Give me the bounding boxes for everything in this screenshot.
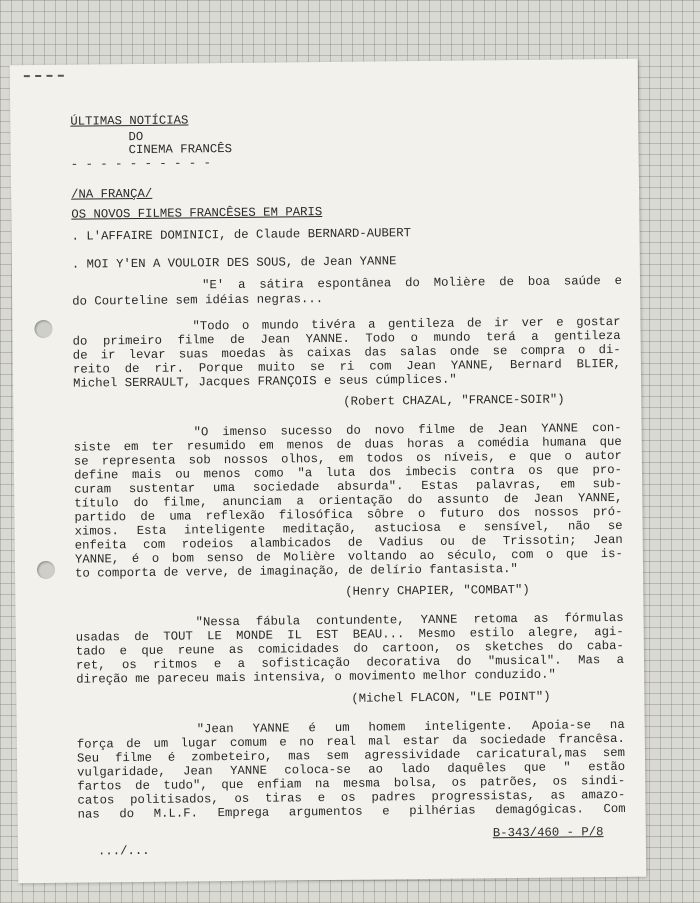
quote-3-source: (Henry CHAPIER, "COMBAT") xyxy=(345,582,530,599)
quote-2-line-2: do primeiro filme de Jean YANNE. Todo o mundo terá a gentileza xyxy=(72,328,621,349)
quote-3-line-3: se representa sob nossos olhos, em todos os níveis, e que o autor xyxy=(73,448,622,469)
quote-5-line-7: nas do M.L.F. Emprega argumentos e pilhérias demagógicas. Com xyxy=(77,801,626,822)
quote-5-line-2: força de um lugar comum e no real mal estar da sociedade francêsa. xyxy=(76,731,625,752)
punch-hole-top xyxy=(34,320,52,338)
section-title: /NA FRANÇA/ xyxy=(71,186,153,202)
quote-4-source: (Michel FLACON, "LE POINT") xyxy=(351,689,551,706)
staple-mark xyxy=(24,75,64,77)
header-line-2: DO xyxy=(128,129,144,145)
quote-3-line-7: partido de uma reflexão filosófica sôbre o futuro dos nossos pró- xyxy=(74,504,623,525)
quote-5-line-6: catos politisados, os tiras e os padres progressistas, as amazo- xyxy=(77,787,626,808)
quote-4-line-1: "Nessa fábula contundente, YANNE retoma as fórmulas xyxy=(195,610,624,630)
quote-3-line-6: título do filme, anunciam a orientação do assunto de Jean YANNE, xyxy=(74,490,623,511)
quote-2-line-5: Michel SERRAULT, Jacques FRANÇOIS e seus cúmplices." xyxy=(72,372,457,391)
quote-3-line-9: enfeita com rodeios alambicados de Vadius ou de Trissotin; Jean xyxy=(74,532,623,553)
quote-3-line-10: YANNE, é o bom senso de Molière voltando ao século, com o que is- xyxy=(74,546,623,567)
quote-5-line-3: Seu filme é zombeteiro, mas sem agressividade caricatural,mas sem xyxy=(76,745,626,766)
document-page xyxy=(10,59,647,884)
quote-3-line-2: siste em ter resumido em menos de duas horas a comédia humana que xyxy=(73,434,622,455)
quote-4-line-5: direção me pareceu mais intensiva, o movimento melhor conduzido." xyxy=(76,667,556,687)
punch-hole-bottom xyxy=(37,561,55,579)
quote-5-line-5: fartos de tudo", que enfiam na mesma bolsa, os patrões, os sindi- xyxy=(77,773,626,794)
quote-1-line-2: do Courteline sem idéias negras... xyxy=(72,292,324,309)
header-line-1: ÚLTIMAS NOTÍCIAS xyxy=(70,113,189,129)
quote-2-line-1: "Todo o mundo tivéra a gentileza de ir ver e gostar xyxy=(192,314,621,334)
quote-3-line-8: ximos. Esta inteligente meditação, astuciosa e sensível, não se xyxy=(74,518,623,539)
quote-1-line-1: "E' a sátira espontânea do Molière de boa saúde e xyxy=(201,273,623,293)
header-line-3: CINEMA FRANCÊS xyxy=(128,141,233,158)
quote-4-line-4: ret, os ritmos e a sofisticação decorativa do "musical". Mas a xyxy=(75,652,625,673)
subsection-title: OS NOVOS FILMES FRANCÊSES EM PARIS xyxy=(71,205,323,222)
quote-5-line-1: "Jean YANNE é um homem inteligente. Apoia-se na xyxy=(196,717,625,737)
quote-4-line-2: usadas de TOUT LE MONDE IL EST BEAU... Mesmo estilo alegre, agi- xyxy=(75,624,624,645)
quote-2-line-4: reito de rir. Porque muito se ri com Jean YANNE, Bernard BLIER, xyxy=(72,356,621,377)
film-item-1: . L'AFFAIRE DOMINICI, de Claude BERNARD-AUBERT xyxy=(71,226,412,244)
header-dashes: - - - - - - - - - - xyxy=(70,156,212,172)
film-item-2: . MOI Y'EN A VOULOIR DES SOUS, de Jean YANNE xyxy=(71,254,397,272)
quote-4-line-3: tado e que reune as comicidades do cartoon, os sketches do caba- xyxy=(75,638,624,659)
continued-marker: .../... xyxy=(97,843,150,859)
quote-2-source: (Robert CHAZAL, "FRANCE-SOIR") xyxy=(343,392,565,409)
quote-3-line-11: to comporta de verve, de imaginação, de delírio fantasista." xyxy=(74,562,518,581)
quote-2-line-3: de ir levar suas moedas às caixas das salas onde se compra o di- xyxy=(72,342,621,363)
document-reference: B-343/460 - P/8 xyxy=(492,825,604,841)
quote-3-line-1: "O imenso sucesso do novo filme de Jean YANNE con- xyxy=(193,420,622,440)
quote-5-line-4: vulgaridade, Jean YANNE coloca-se ao lado daquêles que " estão xyxy=(77,759,626,780)
quote-3-line-5: curam sustentar uma sociedade absurda". Estas palavras, em sub- xyxy=(74,476,623,497)
quote-3-line-4: define mais ou menos como "a luta dos imbecis contra os que pro- xyxy=(73,462,623,483)
